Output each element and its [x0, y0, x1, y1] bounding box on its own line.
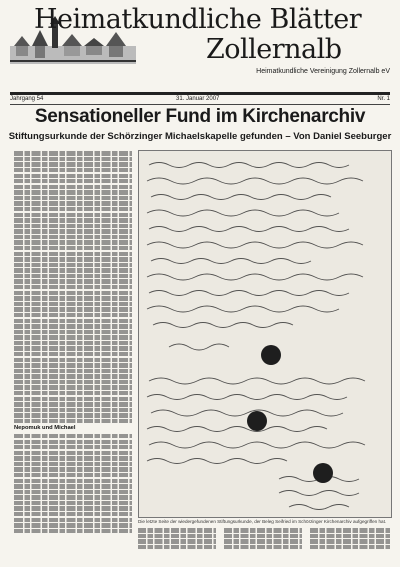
issue-rule [10, 104, 390, 105]
article-headline: Sensationeller Fund im Kirchenarchiv [34, 106, 366, 127]
masthead-title-line1: Heimatkundliche Blätter [34, 4, 362, 35]
masthead-rule [10, 92, 390, 95]
publisher-line: Heimatkundliche Vereinigung Zollernalb eV [256, 68, 390, 75]
article-body-column-4 [310, 527, 390, 551]
article-subheadline: Stiftungsurkunde der Schörzinger Michaelskapelle gefunden – Von Daniel Seeburger [8, 131, 392, 142]
handwritten-manuscript-image [139, 151, 391, 517]
article-body-column [14, 150, 132, 550]
issue-volume: Jahrgang 54 [10, 96, 44, 102]
masthead-title-line2: Zollernalb [206, 34, 342, 65]
section-heading: Nepomuk und Michael [14, 425, 76, 432]
article-body-column-2 [138, 527, 216, 551]
image-caption: Die letzte Seite der wiedergefundenen Stiftungsurkunde, der Beleg Seifried im Schörzinger Kirchenarchiv aufgegriffen hat. [138, 519, 387, 524]
wax-seal [261, 345, 281, 365]
issue-date: 31. Januar 2007 [176, 96, 220, 102]
historical-document-photo [138, 150, 392, 518]
issue-number: Nr. 1 [377, 96, 390, 102]
wax-seal [313, 463, 333, 483]
masthead [10, 4, 390, 88]
article-body-column-3 [224, 527, 302, 551]
wax-seal [247, 411, 267, 431]
